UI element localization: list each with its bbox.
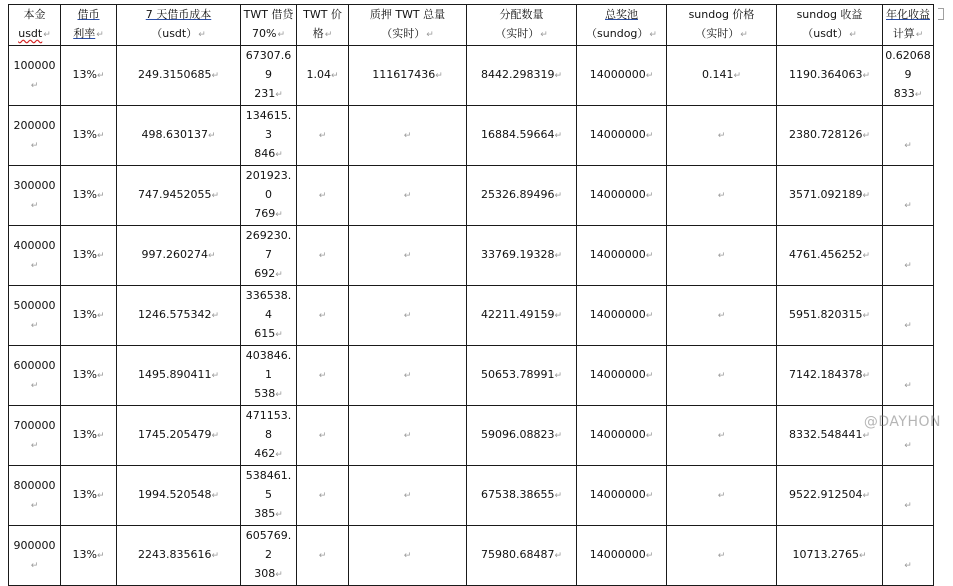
paragraph-mark: ↵: [717, 251, 726, 261]
cell-stake-total: [349, 226, 467, 286]
header-cost: 7 天借币成本 （usdt）↵: [117, 5, 241, 46]
cell-sundog-income: 1190.364063↵: [777, 46, 883, 106]
paragraph-mark: ↵: [30, 380, 39, 391]
cell-twt-price: [297, 526, 349, 586]
paragraph-mark: ↵: [207, 251, 216, 261]
paragraph-mark: ↵: [554, 191, 563, 201]
paragraph-mark: ↵: [554, 71, 563, 81]
paragraph-mark: ↵: [318, 371, 327, 381]
paragraph-mark: ↵: [554, 311, 563, 321]
cell-twt-loan: 336538.4 615↵: [241, 286, 297, 346]
cell-rate: 13%↵: [61, 466, 117, 526]
paragraph-mark: ↵: [30, 440, 39, 451]
cell-sundog-price: [667, 526, 777, 586]
cell-rate: 13%↵: [61, 346, 117, 406]
cell-prize-pool: 14000000↵: [577, 226, 667, 286]
paragraph-mark: ↵: [862, 131, 871, 141]
paragraph-mark: ↵: [554, 551, 563, 561]
paragraph-mark: ↵: [318, 131, 327, 141]
paragraph-mark: ↵: [403, 491, 412, 501]
table-row: [9, 346, 934, 406]
cell-sundog-income: 2380.728126↵: [777, 106, 883, 166]
cell-twt-loan: 538461.5 385↵: [241, 466, 297, 526]
header-sundog-price: sundog 价格 （实时）↵: [667, 5, 777, 46]
cell-cost: 2243.835616↵: [117, 526, 241, 586]
cell-allocation: 59096.08823↵: [467, 406, 577, 466]
cell-twt-loan: 605769.2 308↵: [241, 526, 297, 586]
cell-principal: 400000↵: [9, 226, 61, 286]
cell-rate: 13%↵: [61, 226, 117, 286]
cell-twt-price: [297, 466, 349, 526]
cell-cost: 249.3150685↵: [117, 46, 241, 106]
cell-sundog-income: 10713.2765↵: [777, 526, 883, 586]
paragraph-mark: ↵: [30, 200, 39, 211]
paragraph-mark: ↵: [645, 491, 654, 501]
cell-twt-loan: 134615.3 846↵: [241, 106, 297, 166]
cell-allocation: 50653.78991↵: [467, 346, 577, 406]
cell-twt-price: [297, 346, 349, 406]
paragraph-mark: ↵: [645, 371, 654, 381]
table-row: [9, 46, 934, 106]
table-body: [9, 46, 934, 586]
header-principal: 本金 usdt↵: [9, 5, 61, 46]
cell-principal: 500000↵: [9, 286, 61, 346]
paragraph-mark: ↵: [645, 131, 654, 141]
cell-apr: [883, 166, 934, 226]
paragraph-mark: ↵: [717, 371, 726, 381]
paragraph-mark: ↵: [862, 491, 871, 501]
paragraph-mark: ↵: [211, 491, 220, 501]
cell-sundog-income: 4761.456252↵: [777, 226, 883, 286]
paragraph-mark: ↵: [211, 191, 220, 201]
paragraph-mark: ↵: [96, 251, 105, 261]
paragraph-mark: ↵: [318, 431, 327, 441]
cell-stake-total: [349, 526, 467, 586]
cell-prize-pool: 14000000↵: [577, 406, 667, 466]
paragraph-mark: ↵: [914, 90, 923, 100]
header-apr: 年化收益 计算↵: [883, 5, 934, 46]
cell-sundog-income: 9522.912504↵: [777, 466, 883, 526]
paragraph-mark: ↵: [96, 551, 105, 561]
cell-sundog-price: [667, 406, 777, 466]
paragraph-mark: ↵: [717, 191, 726, 201]
cell-stake-total: [349, 286, 467, 346]
paragraph-mark: ↵: [717, 431, 726, 441]
cell-rate: 13%↵: [61, 46, 117, 106]
paragraph-mark: ↵: [30, 500, 39, 511]
paragraph-mark: ↵: [733, 71, 742, 81]
cell-rate: 13%↵: [61, 406, 117, 466]
header-sundog-income: sundog 收益 （usdt）↵: [777, 5, 883, 46]
cell-cost: 498.630137↵: [117, 106, 241, 166]
paragraph-mark: ↵: [275, 150, 283, 160]
table-row: [9, 466, 934, 526]
paragraph-mark: ↵: [717, 491, 726, 501]
cell-apr: [883, 526, 934, 586]
paragraph-mark: ↵: [318, 251, 327, 261]
paragraph-mark: ↵: [211, 71, 220, 81]
cell-twt-loan: 471153.8 462↵: [241, 406, 297, 466]
paragraph-mark: ↵: [645, 551, 654, 561]
cell-prize-pool: 14000000↵: [577, 346, 667, 406]
paragraph-mark: ↵: [403, 311, 412, 321]
cell-stake-total: 111617436↵: [349, 46, 467, 106]
paragraph-mark: ↵: [403, 371, 412, 381]
cell-prize-pool: 14000000↵: [577, 526, 667, 586]
paragraph-mark: ↵: [435, 71, 443, 81]
cell-cost: 1745.205479↵: [117, 406, 241, 466]
cell-stake-total: [349, 166, 467, 226]
cell-principal: 100000↵: [9, 46, 61, 106]
paragraph-mark: ↵: [318, 311, 327, 321]
cell-principal: 300000↵: [9, 166, 61, 226]
paragraph-mark: ↵: [318, 191, 327, 201]
cell-rate: 13%↵: [61, 526, 117, 586]
cell-principal: 600000↵: [9, 346, 61, 406]
paragraph-mark: ↵: [904, 380, 912, 391]
paragraph-mark: ↵: [904, 500, 912, 511]
paragraph-mark: ↵: [645, 71, 654, 81]
paragraph-mark: ↵: [554, 131, 563, 141]
paragraph-mark: ↵: [211, 311, 220, 321]
paragraph-mark: ↵: [96, 191, 105, 201]
cell-sundog-income: 8332.548441↵: [777, 406, 883, 466]
paragraph-mark: ↵: [554, 491, 563, 501]
cell-sundog-price: 0.141↵: [667, 46, 777, 106]
header-twt-loan: TWT 借贷 70%↵: [241, 5, 297, 46]
cell-twt-price: 1.04↵: [297, 46, 349, 106]
cell-prize-pool: 14000000↵: [577, 466, 667, 526]
cell-sundog-price: [667, 346, 777, 406]
cell-prize-pool: 14000000↵: [577, 286, 667, 346]
paragraph-mark: ↵: [904, 560, 912, 571]
paragraph-mark: ↵: [96, 491, 105, 501]
paragraph-mark: ↵: [96, 311, 105, 321]
paragraph-mark: ↵: [862, 191, 871, 201]
cell-apr: 0.620689 833↵: [883, 46, 934, 106]
paragraph-mark: ↵: [403, 251, 412, 261]
paragraph-mark: ↵: [330, 71, 339, 81]
cell-sundog-income: 5951.820315↵: [777, 286, 883, 346]
paragraph-mark: ↵: [904, 140, 912, 151]
cell-twt-price: [297, 106, 349, 166]
cell-prize-pool: 14000000↵: [577, 106, 667, 166]
cell-cost: 747.9452055↵: [117, 166, 241, 226]
cell-allocation: 33769.19328↵: [467, 226, 577, 286]
paragraph-mark: ↵: [207, 131, 216, 141]
paragraph-mark: ↵: [904, 320, 912, 331]
paragraph-mark: ↵: [275, 210, 283, 220]
cell-allocation: 8442.298319↵: [467, 46, 577, 106]
cell-twt-price: [297, 286, 349, 346]
paragraph-mark: ↵: [904, 440, 912, 451]
header-prize-pool: 总奖池 （sundog）↵: [577, 5, 667, 46]
cell-sundog-price: [667, 166, 777, 226]
cell-twt-loan: 269230.7 692↵: [241, 226, 297, 286]
paragraph-mark: ↵: [30, 260, 39, 271]
cell-allocation: 42211.49159↵: [467, 286, 577, 346]
paragraph-mark: ↵: [717, 311, 726, 321]
cell-twt-price: [297, 166, 349, 226]
header-stake-total: 质押 TWT 总量 （实时）↵: [349, 5, 467, 46]
paragraph-mark: ↵: [30, 320, 39, 331]
cell-cost: 1994.520548↵: [117, 466, 241, 526]
cell-allocation: 67538.38655↵: [467, 466, 577, 526]
paragraph-mark: ↵: [554, 431, 563, 441]
paragraph-mark: ↵: [645, 311, 654, 321]
table-row: [9, 406, 934, 466]
paragraph-mark: ↵: [275, 270, 283, 280]
table-row: [9, 226, 934, 286]
cell-sundog-price: [667, 466, 777, 526]
cell-sundog-price: [667, 226, 777, 286]
paragraph-mark: ↵: [275, 330, 283, 340]
paragraph-mark: ↵: [403, 551, 412, 561]
paragraph-mark: ↵: [275, 450, 283, 460]
paragraph-mark: ↵: [862, 371, 871, 381]
paragraph-mark: ↵: [211, 551, 220, 561]
paragraph-mark: ↵: [862, 431, 871, 441]
cell-apr: [883, 106, 934, 166]
header-twt-price: TWT 价 格↵: [297, 5, 349, 46]
cell-cost: 997.260274↵: [117, 226, 241, 286]
cell-twt-loan: 403846.1 538↵: [241, 346, 297, 406]
cell-twt-loan: 67307.69 231↵: [241, 46, 297, 106]
cell-apr: [883, 226, 934, 286]
paragraph-mark: ↵: [645, 431, 654, 441]
cell-stake-total: [349, 346, 467, 406]
table-resize-handle[interactable]: [938, 8, 944, 20]
paragraph-mark: ↵: [275, 390, 283, 400]
cell-rate: 13%↵: [61, 166, 117, 226]
cell-prize-pool: 14000000↵: [577, 166, 667, 226]
cell-allocation: 75980.68487↵: [467, 526, 577, 586]
cell-twt-price: [297, 226, 349, 286]
paragraph-mark: ↵: [318, 551, 327, 561]
table-row: [9, 526, 934, 586]
paragraph-mark: ↵: [403, 131, 412, 141]
cell-allocation: 25326.89496↵: [467, 166, 577, 226]
paragraph-mark: ↵: [275, 570, 283, 580]
returns-table: [8, 4, 934, 586]
paragraph-mark: ↵: [904, 200, 912, 211]
cell-principal: 800000↵: [9, 466, 61, 526]
paragraph-mark: ↵: [30, 560, 39, 571]
paragraph-mark: ↵: [96, 431, 105, 441]
cell-principal: 900000↵: [9, 526, 61, 586]
cell-stake-total: [349, 406, 467, 466]
cell-apr: [883, 286, 934, 346]
paragraph-mark: ↵: [403, 191, 412, 201]
paragraph-mark: ↵: [862, 71, 871, 81]
cell-sundog-income: 7142.184378↵: [777, 346, 883, 406]
cell-twt-loan: 201923.0 769↵: [241, 166, 297, 226]
cell-apr: [883, 346, 934, 406]
cell-principal: 200000↵: [9, 106, 61, 166]
paragraph-mark: ↵: [862, 251, 871, 261]
cell-apr: [883, 466, 934, 526]
watermark: @DAYHON: [863, 414, 941, 430]
paragraph-mark: ↵: [717, 551, 726, 561]
paragraph-mark: ↵: [904, 260, 912, 271]
paragraph-mark: ↵: [645, 191, 654, 201]
paragraph-mark: ↵: [96, 371, 105, 381]
paragraph-mark: ↵: [554, 251, 563, 261]
paragraph-mark: ↵: [717, 131, 726, 141]
cell-prize-pool: 14000000↵: [577, 46, 667, 106]
paragraph-mark: ↵: [403, 431, 412, 441]
paragraph-mark: ↵: [318, 491, 327, 501]
paragraph-mark: ↵: [858, 551, 867, 561]
paragraph-mark: ↵: [275, 510, 283, 520]
paragraph-mark: ↵: [645, 251, 654, 261]
table-row: [9, 286, 934, 346]
paragraph-mark: ↵: [554, 371, 563, 381]
header-allocation: 分配数量 （实时）↵: [467, 5, 577, 46]
cell-sundog-income: 3571.092189↵: [777, 166, 883, 226]
cell-stake-total: [349, 106, 467, 166]
cell-principal: 700000↵: [9, 406, 61, 466]
table-row: [9, 166, 934, 226]
paragraph-mark: ↵: [862, 311, 871, 321]
header-rate: 借币 利率↵: [61, 5, 117, 46]
cell-sundog-price: [667, 106, 777, 166]
cell-stake-total: [349, 466, 467, 526]
cell-cost: 1495.890411↵: [117, 346, 241, 406]
cell-cost: 1246.575342↵: [117, 286, 241, 346]
cell-rate: 13%↵: [61, 106, 117, 166]
paragraph-mark: ↵: [211, 371, 220, 381]
paragraph-mark: ↵: [96, 131, 105, 141]
table-row: [9, 106, 934, 166]
paragraph-mark: ↵: [275, 90, 283, 100]
cell-rate: 13%↵: [61, 286, 117, 346]
paragraph-mark: ↵: [211, 431, 220, 441]
paragraph-mark: ↵: [30, 80, 39, 91]
cell-sundog-price: [667, 286, 777, 346]
paragraph-mark: ↵: [96, 71, 105, 81]
paragraph-mark: ↵: [30, 140, 39, 151]
cell-allocation: 16884.59664↵: [467, 106, 577, 166]
header-row: [9, 5, 934, 46]
cell-twt-price: [297, 406, 349, 466]
